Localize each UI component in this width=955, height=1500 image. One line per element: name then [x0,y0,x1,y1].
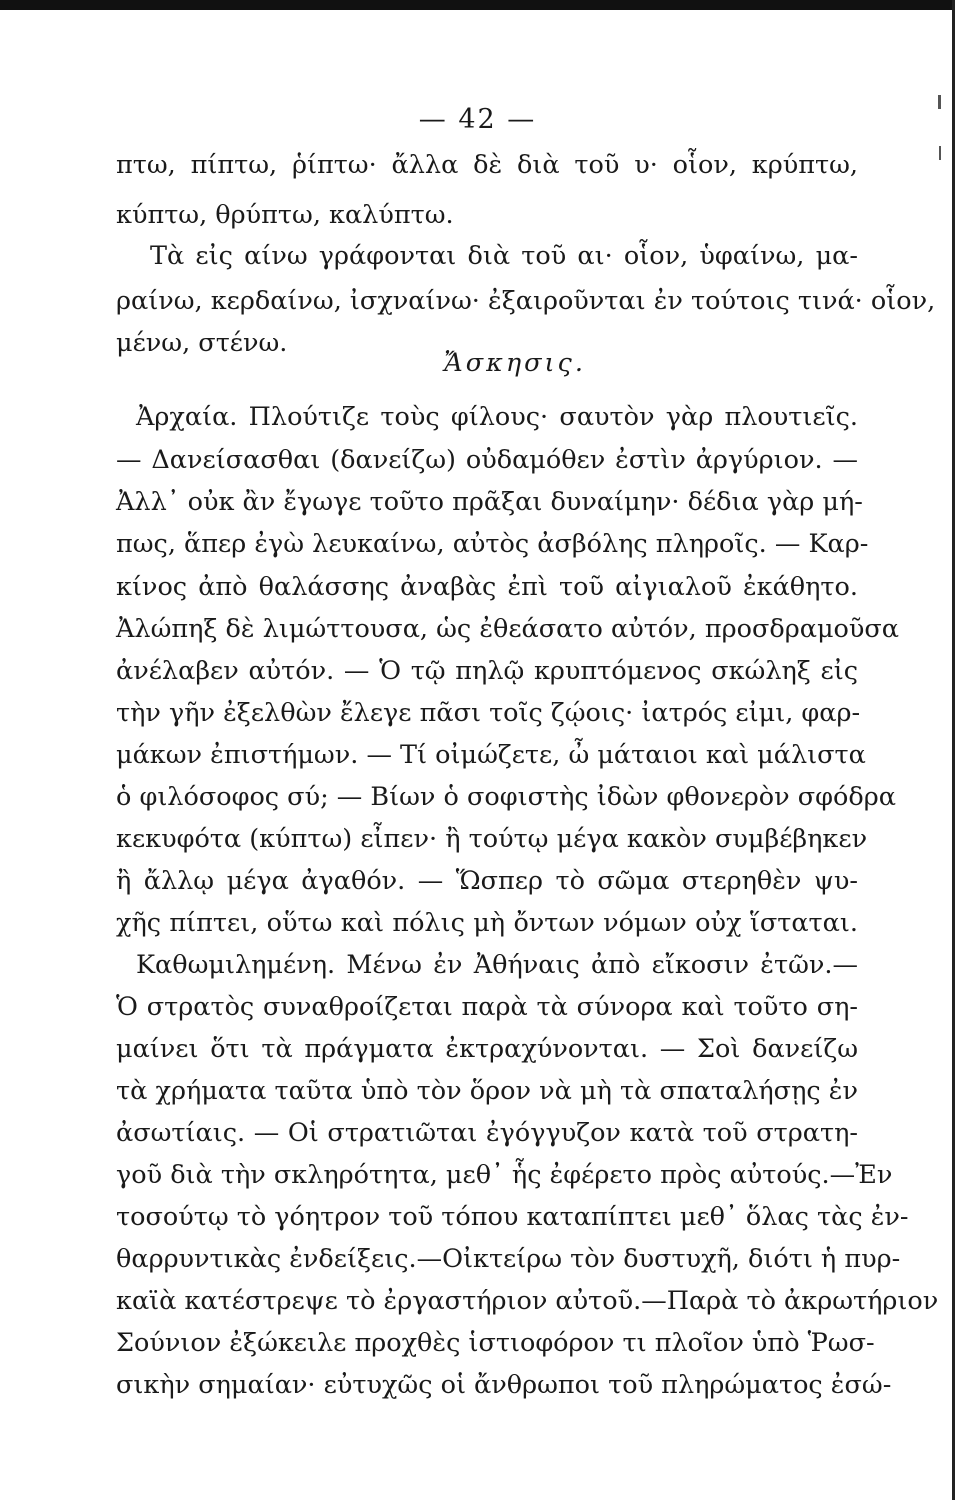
text-line: τοσούτῳ τὸ γόητρον τοῦ τόπου καταπίπτει μεθ᾽ ὅλας τὰς ἐν- [116,1202,909,1232]
text-line: Ἀλλ᾽ οὐκ ἂν ἔγωγε τοῦτο πρᾶξαι δυναίμην· δέδια γὰρ μή- [116,487,863,517]
text-line: κίνος ἀπὸ θαλάσσης ἀναβὰς ἐπὶ τοῦ αἰγιαλοῦ ἐκάθητο. [116,572,858,602]
text-line: καϊὰ κατέστρεψε τὸ ἐργαστήριον αὐτοῦ.—Παρὰ τὸ ἀκρωτήριον [116,1286,939,1316]
text-line: ὁ φιλόσοφος σύ; — Βίων ὁ σοφιστὴς ἰδὼν φθονερὸν σφόδρα [116,782,896,812]
text-line: ἀσωτίαις. — Οἱ στρατιῶται ἐγόγγυζον κατὰ τοῦ στρατη- [116,1118,858,1148]
text-line: τὰ χρήματα ταῦτα ὑπὸ τὸν ὅρον νὰ μὴ τὰ σπαταλήσῃς ἐν [116,1076,858,1106]
text-line: Τὰ εἰς αίνω γράφονται διὰ τοῦ αι· οἷον, ὑφαίνω, μα- [150,241,858,271]
text-line: Καθωμιλημένη. Μένω ἐν Ἀθήναις ἀπὸ εἴκοσιν ἐτῶν.— [136,950,858,980]
section-heading: Ἄσκησις. [444,348,586,378]
text-line: μένω, στένω. [116,328,288,358]
text-line: κύπτω, θρύπτω, καλύπτω. [116,200,454,230]
text-line: ραίνω, κερδαίνω, ἰσχναίνω· ἐξαιροῦνται ἐν τούτοις τινά· οἷον, [116,286,936,316]
text-line: πως, ἅπερ ἐγὼ λευκαίνω, αὐτὸς ἀσβόλης πληροῖς. — Καρ- [116,529,869,559]
text-line: Ὁ στρατὸς συναθροίζεται παρὰ τὰ σύνορα καὶ τοῦτο ση- [116,992,858,1022]
text-line: ἀνέλαβεν αὐτόν. — Ὁ τῷ πηλῷ κρυπτόμενος σκώληξ εἰς [116,656,858,686]
text-line: θαρρυντικὰς ἐνδείξεις.—Οἰκτείρω τὸν δυστυχῆ, διότι ἡ πυρ- [116,1244,901,1274]
text-line: Ἀρχαία. Πλούτιζε τοὺς φίλους· σαυτὸν γὰρ πλουτιεῖς. [136,402,858,432]
page-number: — 42 — [418,104,537,135]
text-line: χῆς πίπτει, οὕτω καὶ πόλις μὴ ὄντων νόμων οὐχ ἵσταται. [116,908,858,938]
text-line: γοῦ διὰ τὴν σκληρότητα, μεθ᾽ ἧς ἐφέρετο πρὸς αὐτούς.—Ἐν [116,1160,893,1190]
text-line: Ἀλώπηξ δὲ λιμώττουσα, ὡς ἐθεάσατο αὐτόν, προσδραμοῦσα [116,614,899,644]
scan-mark [939,146,941,160]
text-line: μαίνει ὅτι τὰ πράγματα ἐκτραχύνονται. — Σοὶ δανείζω [116,1034,858,1064]
text-line: μάκων ἐπιστήμων. — Τί οἰμώζετε, ὦ μάταιοι καὶ μάλιστα [116,740,866,770]
text-line: Σούνιον ἐξώκειλε προχθὲς ἱστιοφόρον τι πλοῖον ὑπὸ Ῥωσ- [116,1328,875,1358]
text-line: τὴν γῆν ἐξελθὼν ἔλεγε πᾶσι τοῖς ζῴοις· ἰατρός εἰμι, φαρ- [116,698,861,728]
text-line: κεκυφότα (κύπτω) εἶπεν· ἢ τούτῳ μέγα κακὸν συμβέβηκεν [116,824,868,854]
text-line: σικὴν σημαίαν· εὐτυχῶς οἱ ἄνθρωποι τοῦ πληρώματος ἐσώ- [116,1370,892,1400]
text-line: ἢ ἄλλῳ μέγα ἀγαθόν. — Ὥσπερ τὸ σῶμα στερηθὲν ψυ- [116,866,858,896]
scan-top-border [0,0,955,10]
text-line: — Δανείσασθαι (δανείζω) οὐδαμόθεν ἐστὶν ἀργύριον. — [116,445,858,475]
text-line: πτω, πίπτω, ῥίπτω· ἄλλα δὲ διὰ τοῦ υ· οἷον, κρύπτω, [116,150,858,180]
